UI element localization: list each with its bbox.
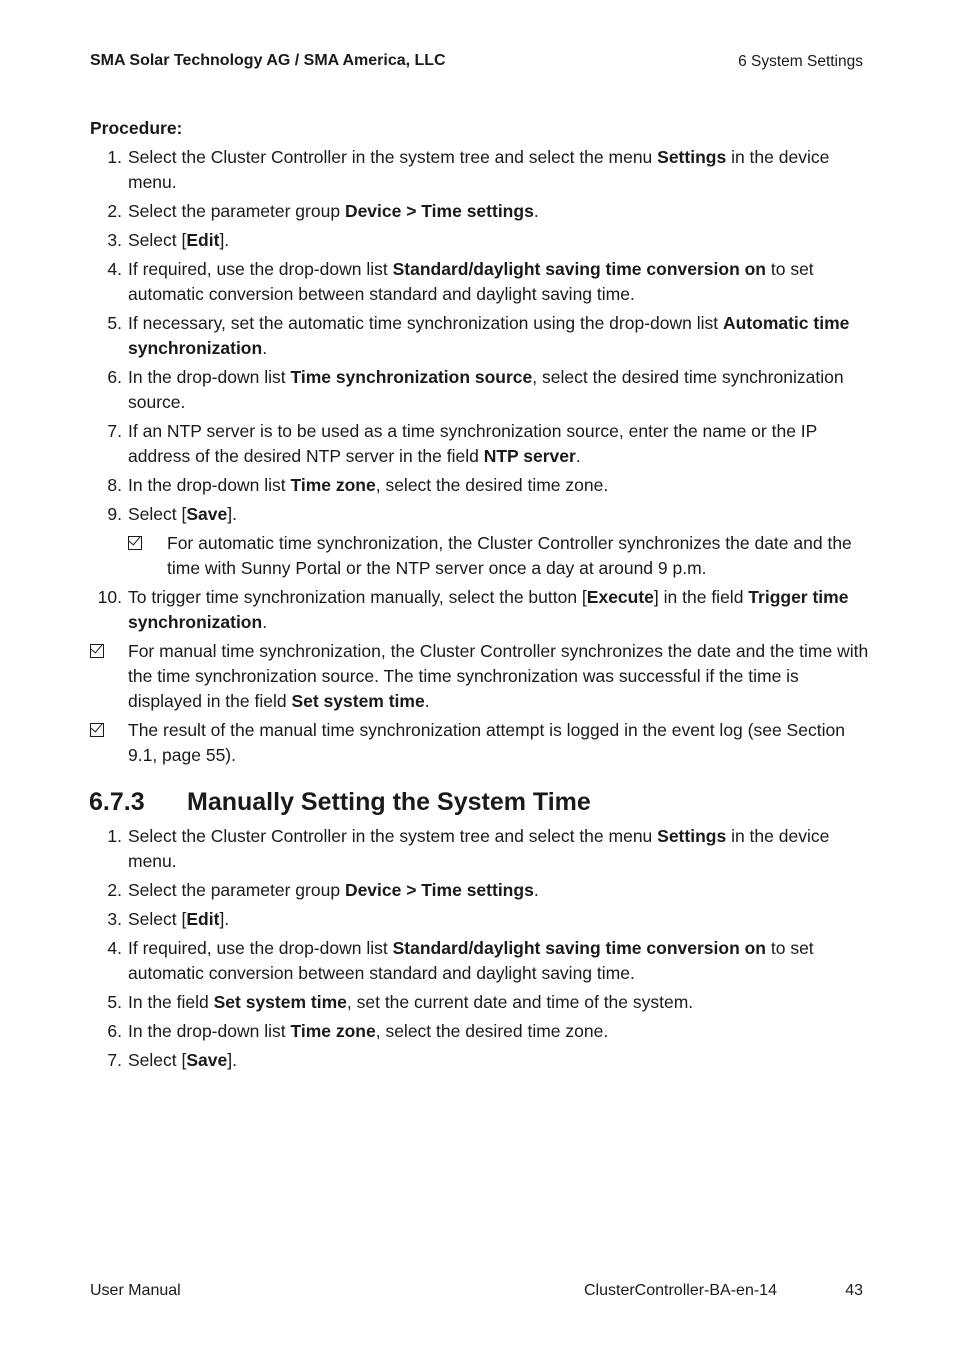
emphasis: Save [186,504,228,524]
emphasis: Time synchronization source [290,367,533,387]
section-title: Manually Setting the System Time [187,788,591,816]
result-text: The result of the manual time synchronization attempt is logged in the event log (see Section 9.1, page 55). [128,720,845,765]
step-number: 3. [107,909,122,929]
step-number: 5. [107,313,122,333]
step-number: 7. [107,1050,122,1070]
step-text: Select [Save]. [128,504,237,524]
step-text: Select the Cluster Controller in the system tree and select the menu Settings in the device menu. [128,826,830,871]
step-text: If necessary, set the automatic time synchronization using the drop-down list Automatic time synchronization. [128,313,850,358]
step-number: 9. [107,504,122,524]
step-text: To trigger time synchronization manually, select the button [Execute] in the field Trigger time synchronization. [128,587,849,632]
section-heading [89,788,591,817]
step-text: Select [Save]. [128,1050,237,1070]
list-item [90,907,870,932]
step-number: 2. [107,201,122,221]
emphasis: NTP server [483,446,576,466]
emphasis: Edit [186,909,220,929]
step-number: 8. [107,475,122,495]
step-number: 4. [107,938,122,958]
step-number: 2. [107,880,122,900]
step-text: Select [Edit]. [128,230,230,250]
footer-doc-id: ClusterController-BA-en-14 [584,1282,777,1299]
step-text: In the drop-down list Time synchronization source, select the desired time synchronization source. [128,367,844,412]
list-item [90,990,870,1015]
result-item [128,531,870,581]
step-text: In the drop-down list Time zone, select the desired time zone. [128,1021,609,1041]
step-number: 6. [107,367,122,387]
checked-box-icon [90,644,104,658]
procedure-list-1 [90,145,870,772]
emphasis: Execute [586,587,654,607]
emphasis: Set system time [291,691,425,711]
emphasis: Automatic time synchronization [128,313,850,358]
step-text: In the drop-down list Time zone, select the desired time zone. [128,475,609,495]
emphasis: Device > Time settings [344,880,534,900]
step-number: 7. [107,421,122,441]
emphasis: Time zone [290,475,376,495]
emphasis: Trigger time synchronization [128,587,849,632]
step-text: If required, use the drop-down list Standard/daylight saving time conversion on to set automatic conversion between standard and daylight saving time. [128,938,814,983]
step-number: 4. [107,259,122,279]
list-item [90,585,870,635]
section-number: 6.7.3 [89,788,145,816]
step-number: 10. [97,587,122,607]
checked-box-icon [90,723,104,737]
step-text: Select the parameter group Device > Time settings. [128,201,539,221]
step-number: 1. [107,826,122,846]
emphasis: Standard/daylight saving time conversion on [392,938,766,958]
result-text: For manual time synchronization, the Cluster Controller synchronizes the date and the time with the time synchronization source. The time synchronization was successful if the time is displayed in the field Set system time. [128,641,869,711]
emphasis: Set system time [213,992,347,1012]
list-item [90,257,870,307]
step-text: Select the Cluster Controller in the system tree and select the menu Settings in the device menu. [128,147,830,192]
list-item [90,502,870,527]
list-item [90,199,870,224]
list-item [90,824,870,874]
list-item [90,419,870,469]
result-marker [128,531,167,581]
checked-box-icon [128,536,142,550]
step-text: Select [Edit]. [128,909,230,929]
list-item [90,936,870,986]
emphasis: Time zone [290,1021,376,1041]
list-item [90,1048,870,1073]
list-item [90,365,870,415]
header-chapter: 6 System Settings [738,53,863,70]
step-number: 1. [107,147,122,167]
step-text: In the field Set system time, set the current date and time of the system. [128,992,694,1012]
emphasis: Settings [657,826,727,846]
result-marker [90,639,128,714]
step-text: Select the parameter group Device > Time settings. [128,880,539,900]
footer-page-number: 43 [845,1282,863,1299]
result-text: For automatic time synchronization, the Cluster Controller synchronizes the date and the time with Sunny Portal or the NTP server once a day at around 9 p.m. [167,533,852,578]
procedure-list-2 [90,824,870,1077]
header-company: SMA Solar Technology AG / SMA America, LLC [90,52,446,69]
emphasis: Save [186,1050,228,1070]
step-number: 3. [107,230,122,250]
emphasis: Edit [186,230,220,250]
emphasis: Device > Time settings [344,201,534,221]
list-item [90,473,870,498]
step-text: If required, use the drop-down list Standard/daylight saving time conversion on to set automatic conversion between standard and daylight saving time. [128,259,814,304]
procedure-label: Procedure: [90,118,183,138]
list-item [90,145,870,195]
list-item [90,1019,870,1044]
list-item [90,878,870,903]
step-number: 6. [107,1021,122,1041]
step-text: If an NTP server is to be used as a time synchronization source, enter the name or the IP address of the desired NTP server in the field NTP server. [128,421,818,466]
list-item [90,311,870,361]
result-item [90,718,870,768]
step-number: 5. [107,992,122,1012]
result-item [90,639,870,714]
list-item [90,228,870,253]
emphasis: Standard/daylight saving time conversion on [392,259,766,279]
result-marker [90,718,128,768]
footer-left: User Manual [90,1282,181,1299]
emphasis: Settings [657,147,727,167]
